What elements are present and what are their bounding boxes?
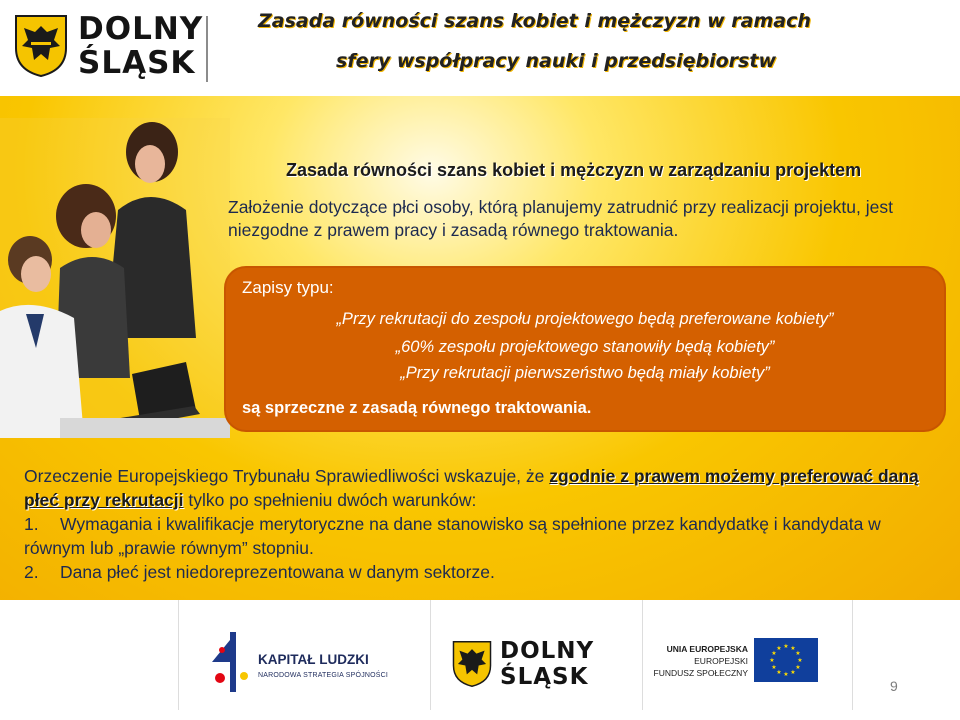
condition-text: Dana płeć jest niedoreprezentowana w danym sektorze. (60, 562, 495, 582)
footer-divider (852, 600, 853, 710)
svg-text:★: ★ (795, 664, 801, 671)
logo-divider (206, 16, 208, 82)
ruling-paragraph (24, 464, 944, 512)
footer-divider (430, 600, 431, 710)
kapital-ludzki-title: KAPITAŁ LUDZKI (258, 652, 369, 667)
eu-logo (652, 628, 836, 692)
kapital-ludzki-logo-icon (212, 632, 252, 692)
condition-number: 1. (24, 514, 39, 534)
condition-number: 2. (24, 562, 39, 582)
ruling-highlight: zgodnie z prawem możemy preferować daną płeć przy rekrutacji (24, 466, 919, 510)
logo-word-slask: ŚLĄSK (78, 45, 196, 81)
kapital-ludzki-subtitle: NARODOWA STRATEGIA SPÓJNOŚCI (258, 672, 389, 679)
office-workers-photo (0, 118, 230, 438)
logo-word-dolny: DOLNY (78, 11, 204, 47)
section-title: Zasada równości szans kobiet i mężczyzn w zarządzaniu projektem (286, 160, 862, 180)
slide-title-line1: Zasada równości szans kobiet i mężczyzn w ramach (258, 10, 811, 32)
svg-text:★: ★ (771, 664, 777, 671)
intro-paragraph: Założenie dotyczące płci osoby, którą planujemy zatrudnić przy realizacji projektu, jest niezgodne z prawem pracy i zasadą równego traktowania. (228, 197, 893, 240)
footer-divider (178, 600, 179, 710)
svg-text:★: ★ (783, 643, 789, 650)
condition-item (24, 512, 944, 560)
example-quote: „Przy rekrutacji do zespołu projektowego będą preferowane kobiety” (336, 310, 834, 328)
ruling-section (24, 464, 944, 584)
eu-title: UNIA EUROPEJSKA (666, 644, 748, 654)
slide-title-line2: sfery współpracy nauki i przedsiębiorstw (336, 50, 776, 72)
footer-logo-word-dolny: DOLNY (500, 638, 595, 664)
svg-text:★: ★ (783, 671, 789, 678)
ruling-text-part1: Orzeczenie Europejskiego Trybunału Sprawiedliwości wskazuje, że (24, 466, 550, 486)
svg-text:★: ★ (797, 657, 803, 664)
examples-box (226, 268, 944, 430)
condition-item (24, 560, 944, 584)
ruling-text-part2: tylko po spełnieniu dwóch warunków: (183, 490, 477, 510)
examples-label: Zapisy typu: (242, 278, 334, 297)
example-quote: „Przy rekrutacji pierwszeństwo będą miały kobiety” (400, 364, 770, 382)
svg-text:★: ★ (790, 645, 796, 652)
svg-text:★: ★ (795, 650, 801, 657)
svg-text:★: ★ (790, 669, 796, 676)
eu-subtitle-line2: FUNDUSZ SPOŁECZNY (653, 668, 748, 678)
svg-text:★: ★ (776, 669, 782, 676)
eu-flag-icon (754, 638, 818, 682)
svg-text:★: ★ (769, 657, 775, 664)
example-quote: „60% zespołu projektowego stanowiły będą kobiety” (395, 338, 775, 356)
svg-text:★: ★ (771, 650, 777, 657)
svg-text:★: ★ (776, 645, 782, 652)
page-number: 9 (890, 678, 898, 694)
dolny-slask-logo (14, 10, 210, 88)
dolny-slask-eagle-shield-icon (14, 14, 68, 78)
footer-logos (0, 600, 960, 720)
condition-text: Wymagania i kwalifikacje merytoryczne na dane stanowisko są spełnione przez kandydatkę i kandydata w równym lub „prawie równym” stopniu. (24, 514, 881, 558)
footer-divider (642, 600, 643, 710)
footer-logo-word-slask: ŚLĄSK (500, 664, 589, 690)
slide-header (0, 0, 960, 96)
examples-conclusion: są sprzeczne z zasadą równego traktowania. (242, 399, 592, 417)
dolny-slask-eagle-shield-icon (452, 640, 492, 688)
eu-subtitle-line1: EUROPEJSKI (694, 656, 748, 666)
